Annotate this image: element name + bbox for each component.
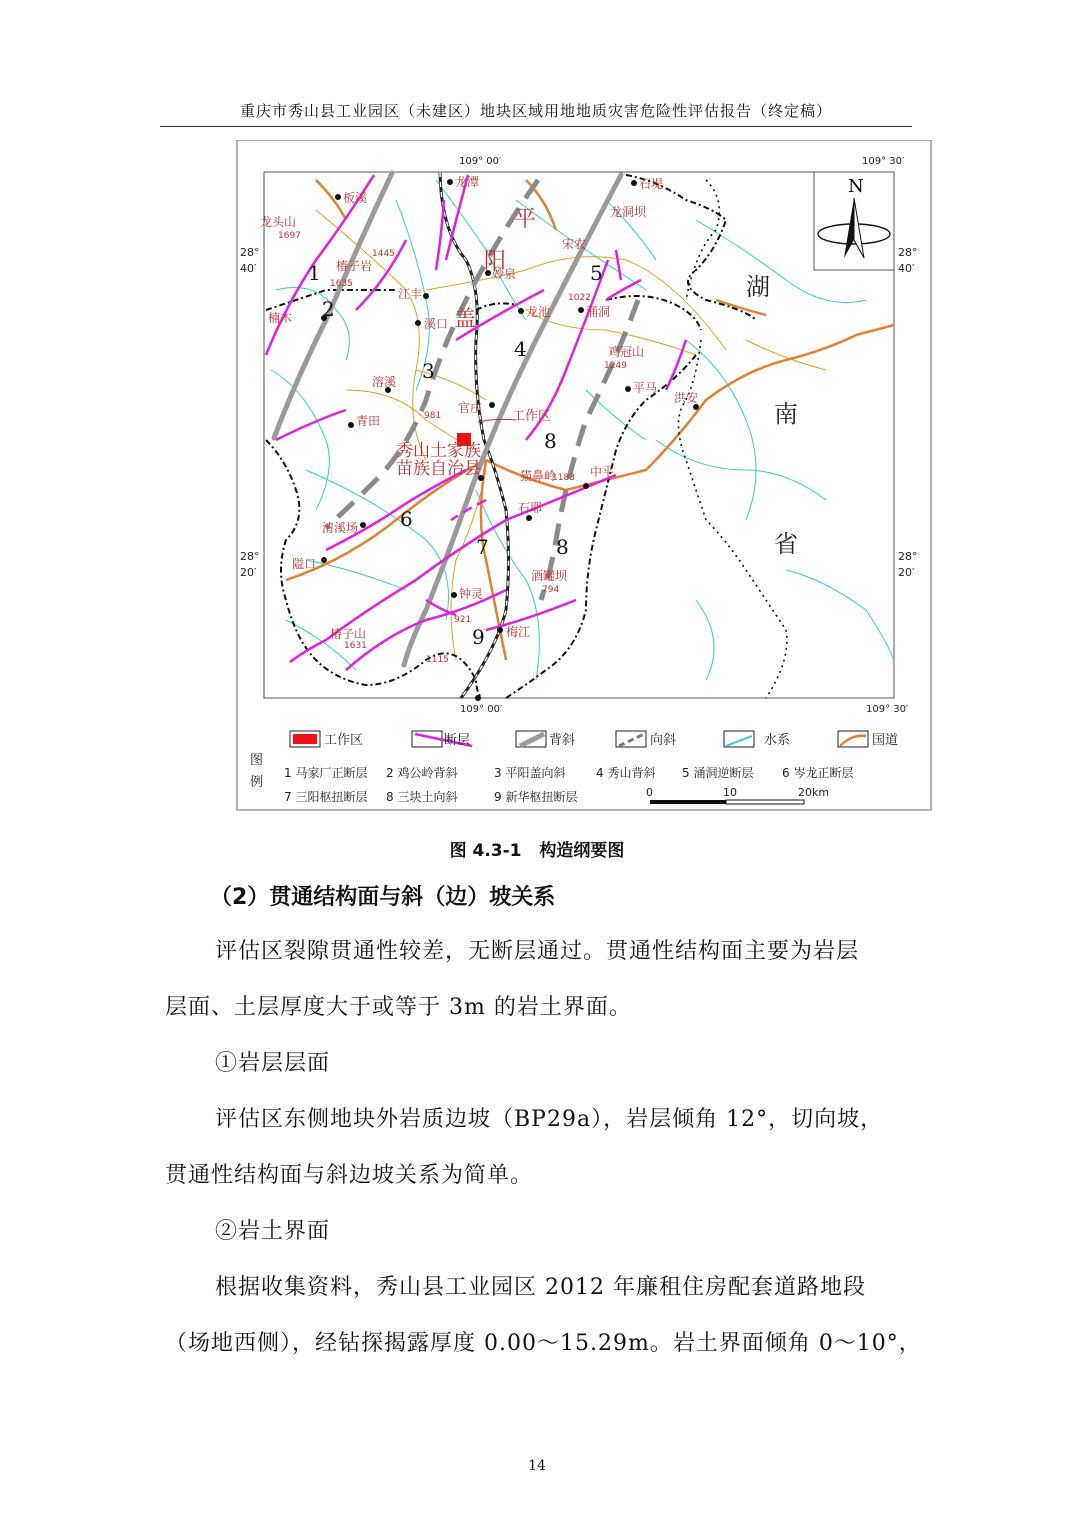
legend-note: 2 鸡公岭背斜 [386,766,458,780]
legend-title: 图 [250,753,264,768]
place-label: 平马 [633,381,658,395]
legend-label: 工作区 [324,733,364,748]
legend-note: 3 平阳盖向斜 [494,766,566,780]
province-char-nan: 南 [774,400,798,428]
svg-text:28°: 28° [240,246,260,259]
place-label: 酒罐坝 [531,569,568,583]
place-label: 1249 [604,361,627,371]
place-label: 1631 [344,641,367,651]
header-rule [160,126,912,127]
legend-title: 例 [250,775,264,790]
structure-map-figure [226,140,932,812]
structure-number: 8 [556,535,569,559]
place-label: 椿子岩 [336,259,373,273]
legend-note: 9 新华枢扭断层 [494,790,578,804]
legend-label: 向斜 [650,733,677,748]
place-label: 妙泉 [492,267,517,281]
paragraph-line: 评估区裂隙贯通性较差，无断层通过。贯通性结构面主要为岩层 [215,939,860,964]
place-label: 794 [542,585,560,595]
place-label: 981 [424,411,442,421]
structure-number: 8 [544,429,557,453]
province-char-hu: 湖 [746,273,770,301]
place-label: 石堤 [639,177,664,191]
paragraph-line: 评估区东侧地块外岩质边坡（BP29a），岩层倾角 12°，切向坡， [215,1107,884,1132]
svg-text:20′: 20′ [240,566,257,579]
legend-note: 4 秀山背斜 [596,766,656,780]
place-label: 龙头山 [260,215,297,229]
section-heading: （2）贯通结构面与斜（边）坡关系 [210,885,556,910]
legend-note: 1 马家厂正断层 [284,766,368,780]
place-label: 钟灵 [459,587,484,601]
work-area-label: 工作区 [512,409,552,424]
figure-caption [0,836,1074,861]
county-name: 秀山土家族 [396,441,481,461]
place-label: 椿子山 [330,627,367,641]
place-label: 1022 [568,293,591,303]
svg-text:28°: 28° [240,550,260,563]
legend-label: 背斜 [549,733,576,748]
pingyang-char-2: 阳 [484,249,507,274]
scale-label: 0 [646,786,653,799]
structure-number: 7 [476,535,489,559]
pingyang-char-3: 盖 [454,307,477,332]
figure-number: 图 4.3-1 [449,841,522,861]
scale-label: 10 [723,786,737,799]
place-label: 溪口 [424,317,449,331]
svg-text:40′: 40′ [898,262,915,275]
svg-text:40′: 40′ [240,262,257,275]
legend-note: 7 三阳枢扭断层 [284,790,368,804]
province-char-sheng: 省 [774,530,798,558]
page-number: 14 [528,1458,546,1474]
pingyang-char-1: 平 [514,207,537,232]
running-header: 重庆市秀山县工业园区（未建区）地块区域用地地质灾害危险性评估报告（终定稿） [239,102,832,120]
legend-label: 水系 [764,733,791,748]
svg-text:28°: 28° [898,550,918,563]
coord-bottom-right: 109° 30′ [866,704,909,715]
subheading: ②岩土界面 [215,1219,331,1244]
paragraph-line: 贯通性结构面与斜边坡关系为简单。 [165,1163,534,1188]
place-label: 1445 [372,249,395,259]
paragraph-line: 层面、土层厚度大于或等于 3m 的岩土界面。 [165,995,632,1020]
structure-number: 1 [308,261,321,285]
place-label: 溶溪 [372,375,397,389]
legend-label: 国道 [872,733,899,748]
svg-text:28°: 28° [898,246,918,259]
place-label: 1635 [330,279,353,289]
scale-label: 20km [798,786,830,799]
legend-note: 5 涌洞逆断层 [682,766,754,780]
structure-number: 3 [422,359,435,383]
structure-number: 2 [322,297,335,321]
legend-note: 8 三块土向斜 [386,790,458,804]
place-label: 梅江 [506,625,531,639]
figure-title: 构造纲要图 [539,841,625,861]
legend-label: 断层 [444,733,471,748]
paragraph-line: 根据收集资料，秀山县工业园区 2012 年廉租住房配套道路地段 [215,1275,866,1300]
place-label: 板溪 [343,191,368,205]
place-label: 921 [454,615,472,625]
paragraph-line: （场地西侧），经钻探揭露厚度 0.00～15.29m。岩土界面倾角 0～10°， [165,1331,922,1356]
place-label: 洪安 [674,391,699,405]
structure-number: 6 [400,507,413,531]
north-label: N [848,176,864,197]
svg-text:20′: 20′ [898,566,915,579]
coord-bottom-left: 109° 00′ [460,704,503,715]
place-label: 1183 [552,473,575,483]
county-name: 苗族自治县 [396,459,481,479]
place-label: 青田 [356,414,381,428]
place-label: 1697 [278,231,301,241]
place-label: 鸡冠山 [608,345,645,359]
place-label: 宋农 [562,237,587,251]
coord-top-left: 109° 00′ [459,156,502,167]
structure-number: 9 [472,625,485,649]
place-label: 官庄 [458,401,483,415]
place-label: 涌洞 [586,305,611,319]
place-label: 龙池 [526,305,551,319]
place-label: 中平 [590,465,615,479]
place-label: 石耶 [518,501,543,515]
legend-note: 6 岑龙正断层 [782,766,854,780]
place-label: 1115 [426,655,449,665]
place-label: 龙潭 [455,175,480,189]
work-area-legend-swatch [293,734,317,744]
subheading: ①岩层层面 [215,1051,331,1076]
place-label: 江丰 [398,287,423,301]
place-label: 清溪场 [322,521,359,535]
coord-top-right: 109° 30′ [862,156,905,167]
structure-number: 4 [514,337,527,361]
place-label: 隘口 [292,557,317,571]
body-text [165,924,922,1372]
place-label: 龙洞坝 [610,205,647,219]
structure-number: 5 [590,261,603,285]
place-label: 猫鼻岭 [520,469,557,483]
place-label: 楠木 [268,311,293,325]
